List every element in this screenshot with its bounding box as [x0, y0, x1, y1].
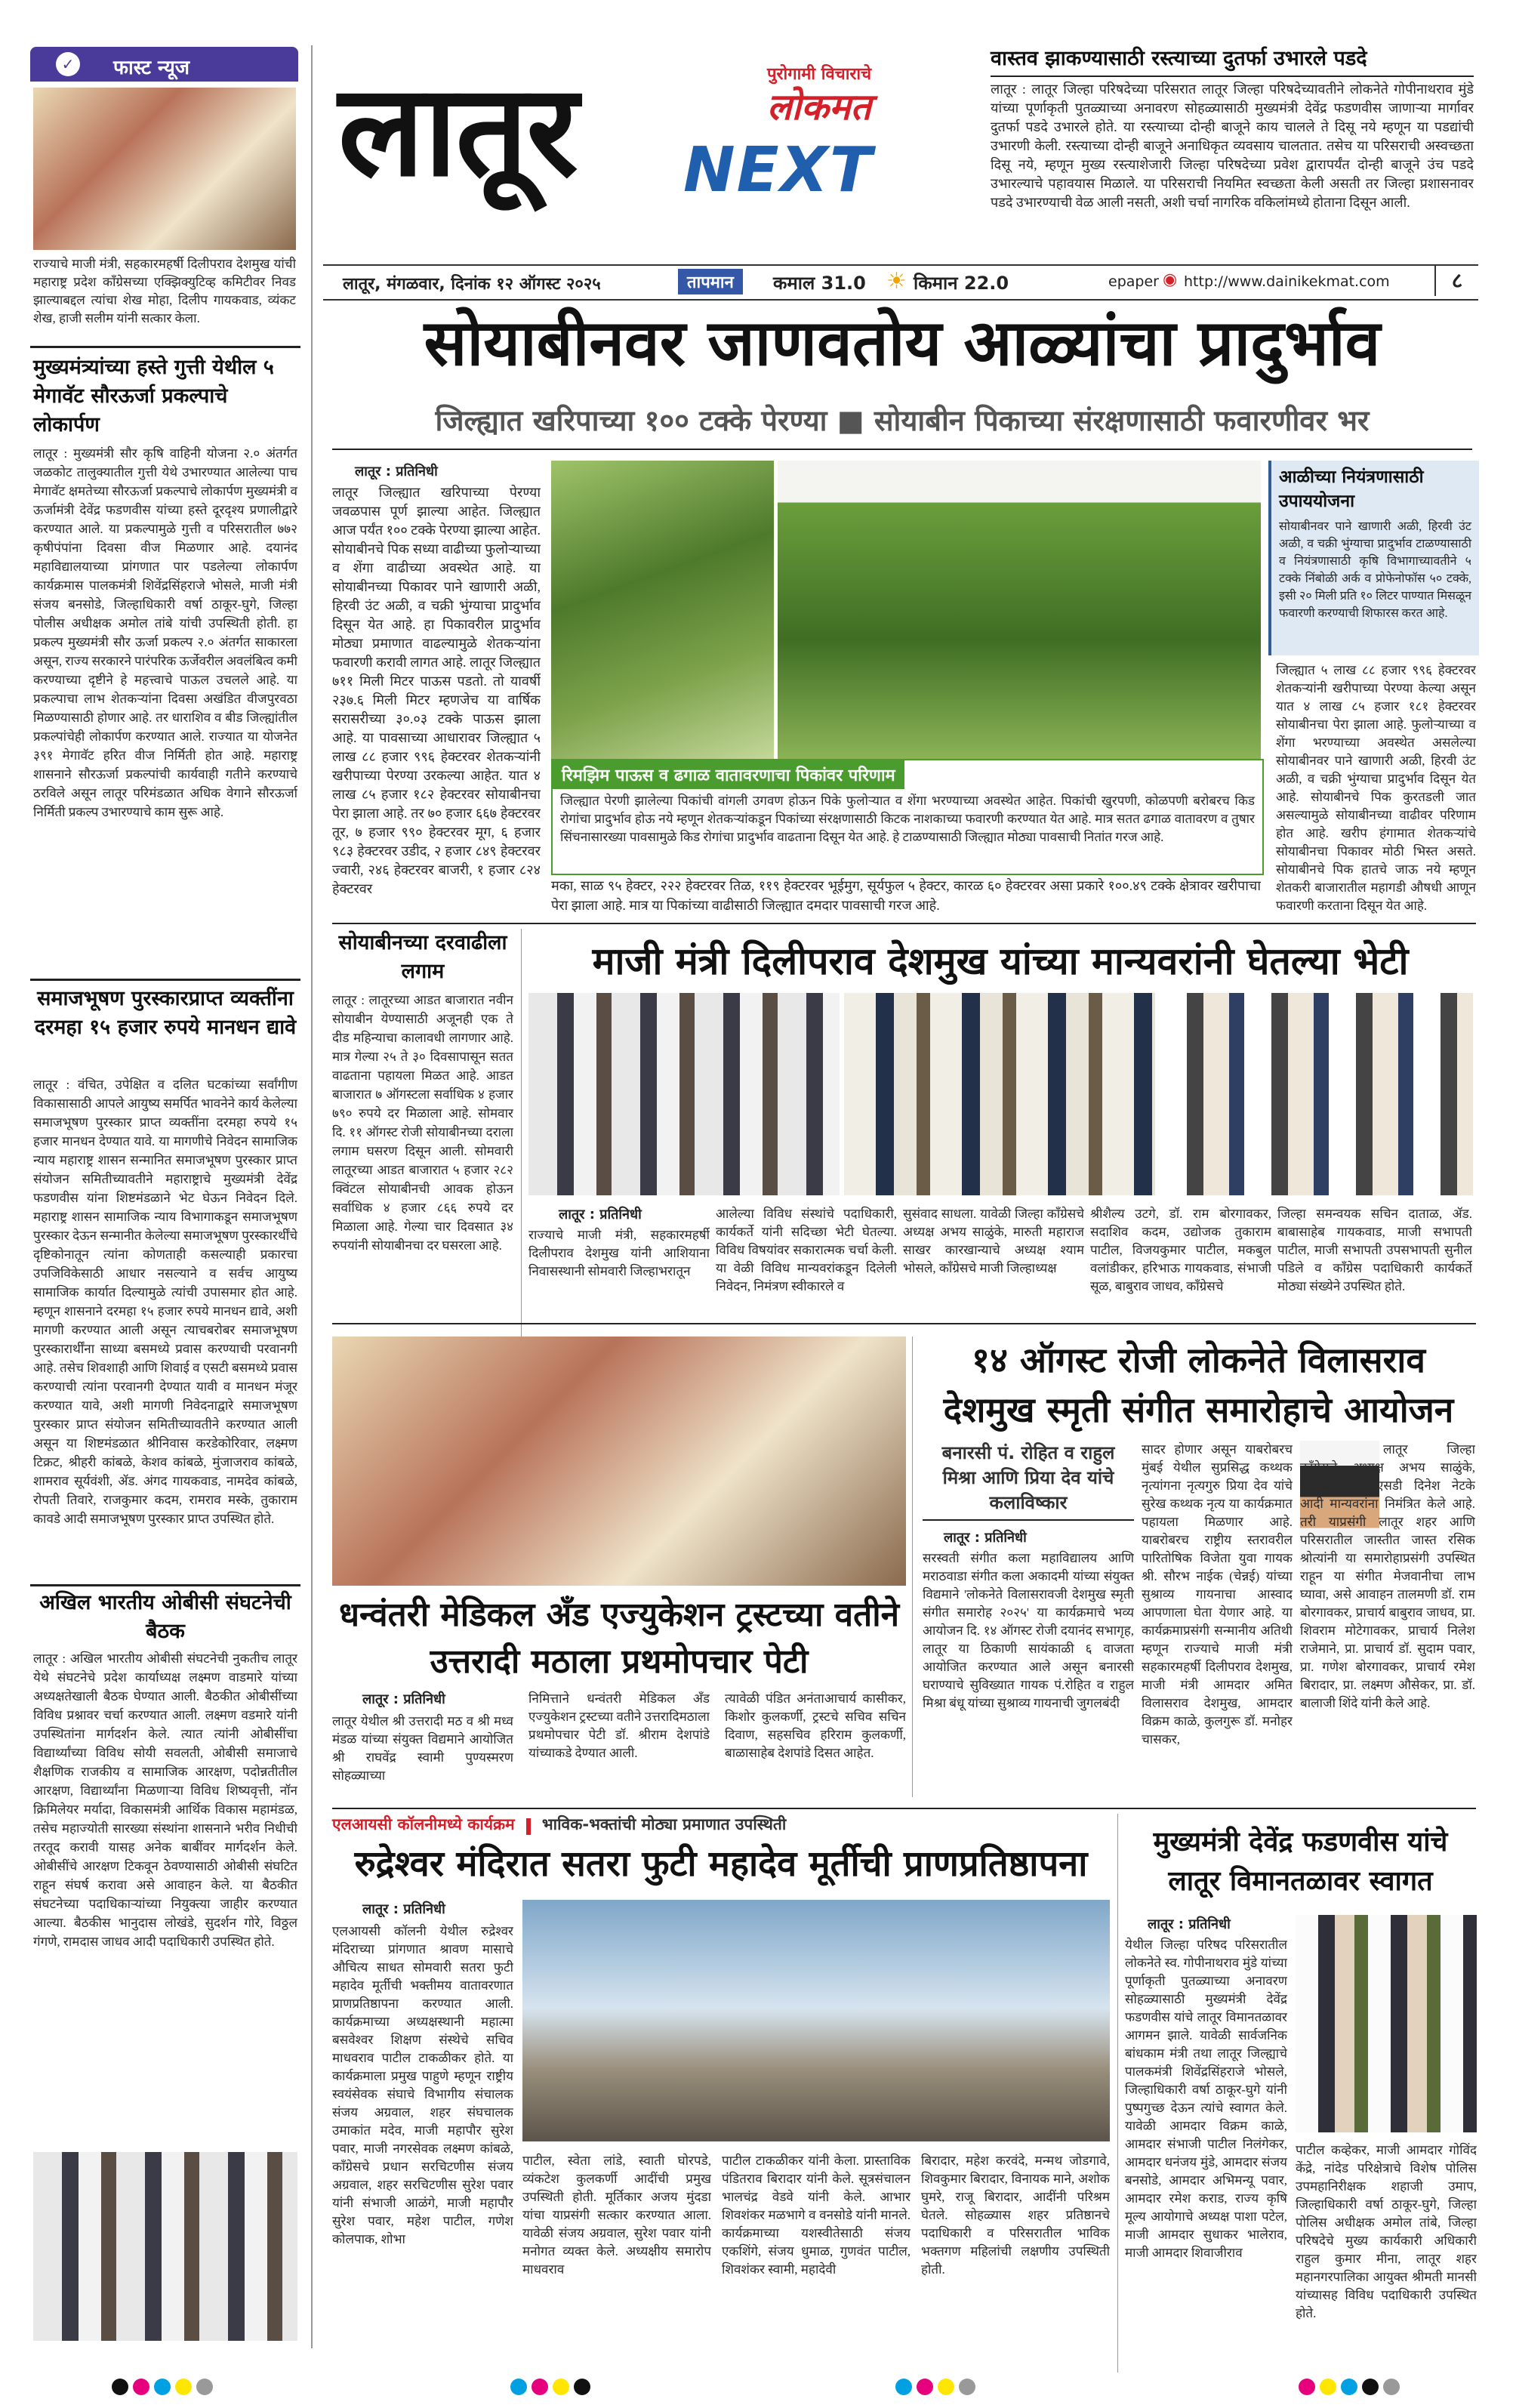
- dhanvantari-byline: लातूर : प्रतिनिधी: [362, 1691, 445, 1707]
- deshmukh-photo-1: [528, 993, 840, 1195]
- control-box: [1268, 461, 1479, 655]
- deshmukh-col1: राज्याचे माजी मंत्री, सहकारमहर्षी दिलीपराव देशमुख यांनी आशियाना निवासस्थानी सोमवारी जिल्हाभरातून: [528, 1228, 710, 1278]
- epaper-label: epaper: [1108, 273, 1159, 290]
- left-story1-title: मुख्यमंत्र्यांच्या हस्ते गुत्ती येथील ५ मेगावॅट सौरऊर्जा प्रकल्पाचे लोकार्पण: [33, 356, 274, 436]
- left-story2-body: लातूर : वंचित, उपेक्षित व दलित घटकांच्या सर्वांगीण विकासासाठी आपले आयुष्य समर्पित भावनेने कार्य केलेल्या समाजभूषण पुरस्कार प्राप्त व्यक्तींना दरमहा रुपये १५ हजार मानधन देण्यात यावे. या मागणीचे निवेदन सामाजिक न्याय महाराष्ट्र शासन सन्मानित समाजभूषण पुरस्कार प्राप्त संयोजन समितीच्यावतीने महाराष्ट्राचे मुख्यमंत्री देवेंद्र फडणवीस यांना शिष्टमंडळाने भेट घेऊन निवेदन दिले. महाराष्ट्र शासन सामाजिक न्याय विभागाकडून समाजभूषण पुरस्कार देऊन सन्मानीत केलेल्या समाजभूषण पुरस्कारर्थींचे दृष्टिकोनातून त्यांना कोणताही कसल्याही प्रकारचा उपजिविकेसाठी आधार नसल्याने व सर्वच आयुष्य सामाजिक कार्यात दिल्यामुळे त्यांची उपासमार होत आहे. म्हणून शासनाने दरमहा १५ हजार रुपये मानधन द्यावे, अशी मागणी करण्यात आली असून त्याचबरोबर समाजभूषण पुरस्कारार्थींना साध्या बसमध्ये प्रवास करण्याची परवानगी आहे. तसेच शिवशाही आणि शिवाई व एसटी बसमध्ये प्रवास करण्याची त्यांना परवानगी देण्यात यावी व मानधन मंजूर करण्यात यावे, अशी मागणी निवेदनाद्वारे समाजभूषण पुरस्कार प्राप्त संयोजन समितीच्यावतीने करण्यात आली असून या शिष्टमंडळात श्रीनिवास करडेकोरिवार, लक्ष्मण टिक्रट, श्रीहरी कांबळे, केशव कांबळे, मुंजाजराव कांबळे, शामराव सूर्यवंशी, ॲड. अंगद गायकवाड, नामदेव कांबळे, रोपती तिवारे, राजकुमार कदम, रामराव मस्के, तुकाराम कावडे आदी समाजभूषण पुरस्कार प्राप्त उपस्थित होते.: [33, 1078, 297, 1526]
- lead-col1: लातूर जिल्ह्यात खरिपाच्या पेरण्या जवळपास पूर्ण झाल्या आहेत. जिल्ह्यात आज पर्यंत १०० टक्के पेरण्या झाल्या आहेत. सोयाबीनचे पिक सध्या वाढीच्या फुलोऱ्याच्या व शेंगा वाढीच्या अवस्थेत आहे. या सोयाबीनच्या पिकावर पाने खाणारी अळी, हिरवी उंट अळी, व चक्री भुंग्याचा प्रादुर्भाव दिसून येत आहे. हा पिकावरील प्रादुर्भाव मोठ्या प्रमाणात वाढल्यामुळे शेतकऱ्यांना फवारणी करावी लागत आहे. लातूर जिल्ह्यात ७११ मिली मिटर पाऊस पडतो. तो यावर्षी २३७.६ मिली मिटर म्हणजेच या वार्षिक सरासरीच्या ३०.०३ टक्के पाऊस झाला आहे. या पावसाच्या आधारावर जिल्ह्यात ५ लाख ८८ हजार ९९६ हेक्टरवर शेतकऱ्यांनी खरीपाच्या पेरण्या उरकल्या आहेत. यात ४ लाख ८५ हजार १८२ हेक्टरवर सोयाबीनचा पेरा झाला आहे. तर ७० हजार ६६७ हेक्टरवर तूर, ७ हजार ९९० हेक्टरवर मूग, ६ हजार ९८३ हेक्टरवर उडीद, २ हजार ८४९ हेक्टरवर ज्वारी, २४६ हेक्टरवर बाजरी, १ हजार ८२४ हेक्टरवर: [332, 485, 541, 896]
- deshmukh-col2: आलेल्या विविध संस्थांचे पदाधिकारी, कार्यकर्ते यांनी सदिच्छा भेटी घेतल्या. विविध विषयांवर सकारात्मक चर्चा केली. या वेळी विविध मान्यवरांकडून दिलेली निवेदन, निमंत्रण स्वीकारले व: [716, 1207, 897, 1293]
- rudreshwar-col2: पाटील, स्वेता लांडे, स्वाती घोरपडे, व्यंकटेश कुलकर्णी आदींची प्रमुख उपस्थिती होती. मूर्तिकार अजय मुंदडा यांचा याप्रसंगी सत्कार करण्यात आला. यावेळी संजय अग्रवाल, सुरेश पवार यांनी मनोगत व्यक्त केले. अध्यक्षीय समारोप माधवराव: [522, 2154, 711, 2277]
- fast-news-caption: राज्याचे माजी मंत्री, सहकारमहर्षी दिलीपराव देशमुख यांची महाराष्ट्र प्रदेश काँग्रेसच्या एक्झिक्युटिव्ह कमिटीवर निवड झाल्याबद्दल त्यांचा शेख मोहा, दिलीप गायकवाड, व्यंकट शेख, हाजी सलीम यांनी सत्कार केला.: [33, 257, 296, 325]
- deshmukh-col3: सुसंवाद साधला. यावेळी जिल्हा काँग्रेसचे अध्यक्ष अभय साळुंके, मारुती महाराज साखर कारखान्याचे अध्यक्ष श्याम भोसले, काँग्रेसचे माजी जिल्हाध्यक्ष: [903, 1207, 1084, 1275]
- left-story3-body: लातूर : अखिल भारतीय ओबीसी संघटनेची नुकतीच लातूर येथे संघटनेचे प्रदेश कार्याध्यक्ष लक्ष्मण वाडमारे यांच्या अध्यक्षतेखाली बैठक घेण्यात आली. बैठकीत ओबीसींच्या विविध प्रश्नावर चर्चा करण्यात आली. लक्ष्मण वडमारे यांनी उपस्थितांना मार्गदर्शन केले. त्यात त्यांनी ओबीसींचा विद्यार्थ्यांच्या विविध सोयी सवलती, ओबीसी समाजाचे शैक्षणिक राजकीय व सामाजिक आरक्षण, पदोन्नतीतील आरक्षण, विद्यार्थ्यांना मिळणाऱ्या विविध शिष्यवृत्ती, नॉन क्रिमिलेयर मर्यादा, विकासमंत्री आर्थिक विकास महामंडळ, तसेच महाज्योती सारख्या संस्थांना शासनाने भरीव निधीची तरतूद करावी यासह अनेक बाबींवर मार्गदर्शन केले. ओबीसींचे आरक्षण टिकवून ठेवण्यासाठी ओबीसी संघटित राहून संघर्ष करावा असे आवाहन केले. या बैठकीत संघटनेच्या पदाधिकाऱ्यांच्या नियुक्त्या जाहीर करण्यात आल्या. बैठकीस भानुदास लोखंडे, सुदर्शन गोरे, विठ्ठल गंगणे, रामदास जाधव आदी पदाधिकारी उपस्थित होते.: [33, 1651, 297, 1949]
- masthead-brand-logo: लोकमत: [767, 86, 871, 128]
- fast-news-header: [30, 47, 298, 82]
- cm-airport-col1: येथील जिल्हा परिषद परिसरातील लोकनेते स्व. गोपीनाथराव मुंडे यांच्या पूर्णाकृती पुतळ्याच्या अनावरण सोहळ्यासाठी मुख्यमंत्री देवेंद्र फडणवीस यांचे लातूर विमानतळावर आगमन झाले. यावेळी सार्वजनिक बांधकाम मंत्री तथा लातूर जिल्ह्याचे पालकमंत्री शिवेंद्रसिंहराजे भोसले, जिल्हाधिकारी वर्षा ठाकूर-घुगे यांनी पुष्पगुच्छ देऊन त्यांचे स्वागत केले. यावेळी आमदार विक्रम काळे, आमदार संभाजी पाटील निलंगेकर, आमदार धनंजय मुंडे, आमदार संजय बनसोडे, आमदार अभिमन्यू पवार, आमदार रमेश कराड, राज्य कृषि मूल्य आयोगाचे अध्यक्ष पाशा पटेल, माजी आमदार सुधाकर भालेराव, माजी आमदार शिवाजीराव: [1125, 1938, 1287, 2260]
- temp-min: किमान 22.0: [914, 273, 1009, 294]
- fast-news-title: फास्ट न्यूज: [113, 57, 190, 79]
- rudreshwar-col3: पाटील टाकळीकर यांनी केला. प्रास्ताविक पंडितराव बिरादार यांनी केले. सूत्रसंचालन भालचंद्र वेडवे यांनी केले. आभार शिवशंकर मळभागे व वनसोडे यांनी मानले. कार्यक्रमाच्या यशस्वीतेसाठी संजय एकशिंगे, संजय धुमाळ, गुणवंत पाटील, शिवशंकर स्वामी, महादेवी: [722, 2154, 911, 2277]
- lead-byline: लातूर : प्रतिनिधी: [355, 464, 438, 479]
- kicker-right: भाविक-भक्तांची मोठ्या प्रमाणात उपस्थिती: [541, 1815, 787, 1833]
- sun-icon: ☀: [886, 268, 907, 294]
- rudreshwar-col1: एलआयसी कॉलनी येथील रुद्रेश्वर मंदिराच्या प्रांगणात श्रावण मासाचे औचित्य साधत सोमवारी सतरा फुटी महादेव मूर्तीची भक्तीमय वातावरणात प्राणप्रतिष्ठापना करण्यात आली. कार्यक्रमाच्या अध्यक्षस्थानी महात्मा बसवेश्वर शिक्षण संस्थेचे सचिव माधवराव पाटील टाकळीकर होते. या कार्यक्रमाला प्रमुख पाहुणे म्हणून राष्ट्रीय स्वयंसेवक संघाचे विभागीय संचालक संजय अग्रवाल, शहर संघचालक उमाकांत मदेव, माजी महापौर सुरेश पवार, माजी नगरसेवक लक्ष्मण कांबळे, काँग्रेसचे प्रधान सरचिटणीस संजय अग्रवाल, शहर सरचिटणीस सुरेश पवार यांनी संभाजी आळंगे, माजी महापौर सुरेश पवार, महेश पाटील, गणेश कोलपाक, शोभा: [332, 1924, 513, 2246]
- lead-bottom-row: मका, साळ ९५ हेक्टर, २२२ हेक्टरवर तिळ, ११९ हेक्टरवर भूईमुग, सूर्यफुल ५ हेक्टर, कारळ ६० हेक्टरवर असा प्रकारे १००.४९ टक्के क्षेत्रावर खरीपाचा पेरा झाला आहे. मात्र या पिकांच्या वाढीसाठी जिल्ह्यात दमदार पावसाची गरज आहे.: [551, 878, 1261, 913]
- kicker-left: एलआयसी कॉलनीमध्ये कार्यक्रम: [332, 1815, 515, 1833]
- top-right-title: वास्तव झाकण्यासाठी रस्त्याच्या दुतर्फा उभारले पडदे: [991, 47, 1367, 70]
- deshmukh-photo-2: [844, 993, 1155, 1195]
- dhanvantari-col2: निमित्ताने धन्वंतरी मेडिकल अँड एज्युकेशन ट्रस्टच्या वतीने उत्तरादिमठाला प्रथमोपचार पेटी डॉ. श्रीराम देशपांडे यांच्याकडे देण्यात आली.: [528, 1691, 710, 1760]
- fast-news-photo: [33, 88, 296, 250]
- rudreshwar-headline: रुद्रेश्वर मंदिरात सतरा फुटी महादेव मूर्तीची प्राणप्रतिष्ठापना: [354, 1843, 1088, 1885]
- date-bar: [323, 264, 1478, 301]
- soybean-pods-photo: [551, 461, 774, 759]
- cm-airport-photo: [1296, 1915, 1477, 2132]
- vilasrao-byline: लातूर : प्रतिनिधी: [944, 1530, 1027, 1546]
- deshmukh-byline: लातूर : प्रतिनिधी: [559, 1207, 642, 1222]
- cm-airport-byline: लातूर : प्रतिनिधी: [1148, 1916, 1231, 1932]
- obc-meeting-photo: [33, 2152, 297, 2341]
- dateline: लातूर, मंगळवार, दिनांक १२ ऑगस्ट २०२५: [343, 275, 601, 294]
- masthead-next: NEXT: [683, 134, 874, 206]
- dhanvantari-photo: [332, 1337, 906, 1586]
- vilasrao-subhead: बनारसी पं. रोहित व राहुल मिश्रा आणि प्रिया देव यांचे कलाविष्कार: [941, 1442, 1115, 1513]
- globe-icon: ◉: [1163, 270, 1178, 289]
- rudreshwar-kicker: [332, 1814, 1110, 1841]
- rudreshwar-col4: बिरादार, महेश करवंदे, मन्मथ जोडगावे, शिवकुमार बिरादार, विनायक माने, अशोक घुमरे, राजू बिरादार, आदींनी परिश्रम घेतले. सोहळ्यास शहर प्रतिष्ठानचे पदाधिकारी व परिसरातील भाविक भक्तगण महिलांची लक्षणीय उपस्थिती होती.: [921, 2154, 1110, 2277]
- soy-price-title: सोयाबीनच्या दरवाढीला लगाम: [338, 931, 507, 983]
- temp-max: कमाल 31.0: [773, 273, 866, 294]
- vilasrao-col2: सादर होणार असून याबरोबरच मुंबई येथील सुप्रसिद्ध कथ्थक नृत्यांगना नृत्यगुरु प्रिया देव यांचे सुरेख कथ्थक नृत्य या कार्यक्रमात पहायला मिळणार आहे. याबरोबरच राष्ट्रीय स्तरावरील पारितोषिक विजेता युवा गायक श्री. सौरभ नाईक (चेन्नई) यांच्या सुश्राव्य गायनाचा आस्वाद आपणाला घेता येणार आहे. या कार्यक्रमाप्रसंगी सन्मानीय अतिथी म्हणून राज्याचे माजी मंत्री सहकारमहर्षी दिलीपराव देशमुख, माजी मंत्री आमदार अमित विलासराव देशमुख, आमदार विक्रम काळे, कुलगुरू डॉ. मनोहर चासकर,: [1142, 1442, 1293, 1747]
- lead-right-col: जिल्ह्यात ५ लाख ८८ हजार ९९६ हेक्टरवर शेतकऱ्यांनी खरीपाच्या पेरण्या केल्या असून यात ४ लाख ८५ हजार १८१ हेक्टरवर सोयाबीनचा पेरा झाला आहे. फुलोऱ्याच्या व शेंगा भरण्याच्या अवस्थेत असलेल्या सोयाबीनवर पाने खाणारी अळी, हिरवी उंट अळी, व चक्री भुंग्याचा प्रादुर्भाव दिसून येत आहे. सोयाबीनचे पिक कुरतडली जात असल्यामुळे सोयाबीनच्या वाढीवर परिणाम होत आहे. खरीप हंगामात शेतकऱ्यांचे सोयाबीनचा पिकावर मोठी भिस्त असते. सोयाबीनचे पिक हातचे जाऊ नये म्हणून शेतकरी बाजारातील महागडी औषधी आणून फवारणी करताना दिसून येत आहे.: [1276, 663, 1476, 913]
- cm-airport-col2: पाटील कव्हेकर, माजी आमदार गोविंद केंद्रे, नांदेड परिक्षेत्राचे विशेष पोलिस उपमहानिरीक्षक शहाजी उमाप, जिल्हाधिकारी वर्षा ठाकूर-घुगे, जिल्हा पोलिस अधीक्षक अमोल तांबे, जिल्हा परिषदेचे मुख्य कार्यकारी अधिकारी राहुल कुमार मीना, लातूर शहर महानगरपालिका आयुक्त श्रीमती मानसी यांच्यासह विविध पदाधिकारी उपस्थित होते.: [1296, 2143, 1477, 2320]
- cm-airport-headline: मुख्यमंत्री देवेंद्र फडणवीस यांचे लातूर विमानतळावर स्वागत: [1153, 1827, 1448, 1897]
- lead-subhead: जिल्ह्यात खरिपाच्या १०० टक्के पेरण्या ■ सोयाबीन पिकाच्या संरक्षणासाठी फवारणीवर भर: [435, 404, 1370, 437]
- top-right-body: लातूर : लातूर जिल्हा परिषदेच्या परिसरात लातूर जिल्हा परिषदेच्यावतीने लोकनेते गोपीनाथराव मुंडे यांच्या पूर्णाकृती पुतळ्याच्या अनावरण सोहळ्यासाठी मुख्यमंत्री देवेंद्र फडणवीस जाणाऱ्या मार्गावर दुतर्फा पडदे उभारले होते. या रस्त्याच्या दोन्ही बाजूने काय चालले ते दिसू नये म्हणून या पडद्यांची उभारणी केली. रस्त्याच्या दोन्ही बाजूने अनाधिकृत व्यवसाय चालतात. तसेच या परिसराची अस्वच्छता दिसू नये, म्हणून मुख्य रस्त्याशेजारी जिल्हा परिषदेच्या प्रवेश द्वारापर्यंत दोन्ही बाजूने उंच पडदे उभारल्याचे पहावयास मिळाले. या परिसराची नियमित स्वच्छता केली असती तर जिल्हा प्रशासनावर पडदे उभारण्याची वेळ आली नसती, अशी चर्चा नागरिक वकिलांमध्ये होताना दिसून आली.: [991, 82, 1474, 210]
- rudreshwar-byline: लातूर : प्रतिनिधी: [362, 1901, 445, 1917]
- left-story2-title: समाजभूषण पुरस्कारप्राप्त व्यक्तींना दरमहा १५ हजार रुपये मानधन द्यावे: [34, 987, 297, 1039]
- mahadev-idol-photo: [522, 1900, 1110, 2141]
- masthead-tagline: पुरोगामी विचाराचे: [767, 65, 872, 84]
- deshmukh-col5: जिल्हा समन्वयक सचिन दाताळ, ॲड. बाबासाहेब गायकवाड, माजी सभापती पाटील, माजी सभापती उपसभापती सुनील पडिले व काँग्रेस पदाधिकारी कार्यकर्ते मोठ्या संख्येने उपस्थित होते.: [1277, 1207, 1472, 1293]
- photo-caption-body: जिल्ह्यात पेरणी झालेल्या पिकांची वांगली उगवण होऊन पिके फुलोऱ्यात व शेंगा भरण्याच्या अवस्थेत आहेत. पिकांची खुरपणी, कोळपणी बरोबरच किड रोगांचा प्रादुर्भाव होऊ नये म्हणून शेतकऱ्यांकडून पिकांच्या संरक्षणासाठी किटक नाशकाच्या फवारणी करण्यात येत आहे. मात्र सतत ढगाळ वातावरण व तुषार सिंचनासारख्या पावसामुळे किड रोगांचा प्रादुर्भाव वाढताना दिसून येत आहे. हे टाळण्यासाठी जिल्ह्यात मोठ्या पावसाची नितांत गरज आहे.: [560, 794, 1255, 844]
- vilasrao-col3: लातूर जिल्हा काँग्रेसचे अध्यक्ष अभय साळुंके, विद्यापीठाचे ओएसडी दिनेश नेटके आदी मान्यवरांना निमंत्रित केले आहे. तरी याप्रसंगी लातूर शहर आणि परिसरातील जास्तीत जास्त रसिक श्रोत्यांनी या समारोहाप्रसंगी उपस्थित राहून या संगीत मेजवानीचा लाभ घ्यावा, असे आवाहन तालमणी डॉ. राम बोरगावकर, प्राचार्य बाबुराव जाधव, प्रा. शिवराम मोटेगावकर, प्राचार्य निलेश राजेमाने, प्रा. प्राचार्य डॉ. सुदाम पवार, प्रा. गणेश बोरगावकर, प्राचार्य रमेश बिरादार, प्रा. लक्ष्मण औसेकर, प्रा. डॉ. बालाजी शिंदे यांनी केले आहे.: [1300, 1442, 1475, 1710]
- soybean-field-photo: [778, 461, 1261, 759]
- deshmukh-col4: श्रीशैल्य उटगे, डॉ. राम बोरगावकर, सदाशिव कदम, उद्योजक तुकाराम पाटील, विजयकुमार पाटील, मकबुल वलांडीकर, हरिभाऊ गायकवाड, संभाजी सूळ, बाबुराव जाधव, काँग्रेसचे: [1090, 1207, 1271, 1293]
- photo-caption-box: [551, 759, 1264, 875]
- dhanvantari-col1: लातूर येथील श्री उत्तरादी मठ व श्री मध्व मंडळ यांच्या संयुक्त विद्यमाने आयोजित श्री राघवेंद्र स्वामी पुण्यस्मरण सोहळ्याच्या: [332, 1714, 513, 1783]
- lead-headline: सोयाबीनवर जाणवतोय आळ्यांचा प्रादुर्भाव: [424, 306, 1381, 380]
- soy-price-body: लातूर : लातूरच्या आडत बाजारात नवीन सोयाबीन येण्यासाठी अजूनही एक ते दीड महिन्याचा कालावधी लागणार आहे. मात्र गेल्या २५ ते ३० दिवसापासून सतत वाढताना पहायला मिळत आहे. आडत बाजारात ७ ऑगस्टला सर्वाधिक ४ हजार ७९० रुपये दर मिळाला आहे. सोमवार दि. ११ ऑगस्ट रोजी सोयाबीनच्या दराला लगाम घसरण दिसून आली. सोमवारी लातूरच्या आडत बाजारात ५ हजार २८२ क्विंटल सोयाबीनची आवक होऊन सर्वाधिक ४ हजार ८६६ रुपये दर मिळाला आहे. गेल्या चार दिवसात ३४ रुपयांनी सोयाबीनचा दर घसरला आहे.: [332, 993, 513, 1253]
- left-story1-body: लातूर : मुख्यमंत्री सौर कृषि वाहिनी योजना २.० अंतर्गत जळकोट तालुक्यातील गुत्ती येथे उभारण्यात आलेल्या पाच मेगावॅट क्षमतेच्या सौरऊर्जा प्रकल्पाचे लोकार्पण मुख्यमंत्री व ऊर्जामंत्री देवेंद्र फडणवीस यांच्या हस्ते दूरदृश्य प्रणालीद्वारे करण्यात आले. या प्रकल्पामुळे गुत्ती व परिसरातील ७७२ कृषीपंपांना दिवसा वीज मिळणार आहे. दयानंद महाविद्यालयाच्या प्रांगणात पार पडलेल्या लोकार्पण कार्यक्रमास पालकमंत्री शिवेंद्रसिंहराजे भोसले, माजी मंत्री संजय बनसोडे, जिल्हाधिकारी वर्षा ठाकूर-घुगे, जिल्हा पोलीस अधीक्षक अमोल तांबे यांची उपस्थिती होती. हा प्रकल्प मुख्यमंत्री सौर ऊर्जा प्रकल्प २.० अंतर्गत साकारला असून, राज्य सरकारने पारंपरिक ऊर्जेवरील अवलंबित्व कमी करण्याच्या दृष्टीने हे महत्त्वाचे पाऊल उचलले आहे. या प्रकल्पाचा लाभ शेतकऱ्यांना दिवसा अखंडित वीजपुरवठा मिळण्यासाठी होणार आहे. तर धाराशिव व बीड जिल्ह्यांतील प्रकल्पांचेही लोकार्पण करण्यात आले. राज्यात या योजनेत ३९१ मेगावॅट हरित वीज निर्मिती होत आहे. महाराष्ट्र शासनाने सौरऊर्जा प्रकल्पांची कार्यवाही गतीने करण्याचे ठरविले असून लातूर परिमंडळात अधिक वेगाने सौरऊर्जा निर्मिती प्रकल्प उभारण्याचे काम सुरू आहे.: [33, 446, 297, 819]
- news-icon: ✓: [56, 52, 80, 76]
- deshmukh-photo-3: [1160, 993, 1473, 1195]
- dhanvantari-col3: त्यावेळी पंडित अनंताआचार्य कासीकर, किशोर कुलकर्णी, ट्रस्टचे सचिव सचिन दिवाण, सहसचिव हरिराम कुलकर्णी, बाळासाहेब देशपांडे दिसत आहेत.: [725, 1691, 906, 1760]
- left-story3-title: अखिल भारतीय ओबीसी संघटनेची बैठक: [39, 1591, 291, 1643]
- website-url[interactable]: http://www.dainikekmat.com: [1184, 273, 1390, 290]
- control-box-body: सोयाबीनवर पाने खाणारी अळी, हिरवी उंट अळी, व चक्री भुंग्याचा प्रादुर्भाव टाळण्यासाठी व नियंत्रणासाठी कृषि विभागाच्यावतीने ५ टक्के निंबोळी अर्क व प्रोफेनोफॉस ५० टक्के, इसी २० मिली प्रति १० लिटर पाण्यात मिसळून फवारणी करण्याची शिफारस करत आहे.: [1279, 520, 1471, 620]
- control-box-title: आळीच्या नियंत्रणासाठी उपाययोजना: [1279, 467, 1424, 511]
- page-number: ८: [1434, 266, 1478, 296]
- temp-label: तापमान: [678, 269, 743, 294]
- vilasrao-headline: १४ ऑगस्ट रोजी लोकनेते विलासराव देशमुख स्मृती संगीत समारोहाचे आयोजन: [943, 1340, 1454, 1430]
- photo-caption-title: रिमझिम पाऊस व ढगाळ वातावरणाचा पिकांवर परिणाम: [553, 760, 904, 789]
- dhanvantari-headline: धन्वंतरी मेडिकल अँड एज्युकेशन ट्रस्टच्या वतीने उत्तरादी मठाला प्रथमोपचार पेटी: [338, 1596, 900, 1681]
- deshmukh-headline: माजी मंत्री दिलीपराव देशमुख यांच्या मान्यवरांनी घेतल्या भेटी: [592, 939, 1409, 983]
- vilasrao-col1: सरस्वती संगीत कला महाविद्यालय आणि मराठवाडा संगीत कला अकादमी यांच्या संयुक्त विद्यमाने 'लोकनेते विलासरावजी देशमुख स्मृती संगीत समारोह २०२५' या कार्यक्रमाचे भव्य आयोजन दि. १४ ऑगस्ट रोजी दयानंद सभागृह, लातूर या ठिकाणी सायंकाळी ६ वाजता आयोजित करण्यात आले असून बनारसी घराण्याचे सुविख्यात गायक पं.रोहित व राहुल मिश्रा बंधू यांच्या सुश्राव्य गायनाची जुगलबंदी: [923, 1551, 1134, 1710]
- masthead-city: लातूर: [338, 57, 577, 205]
